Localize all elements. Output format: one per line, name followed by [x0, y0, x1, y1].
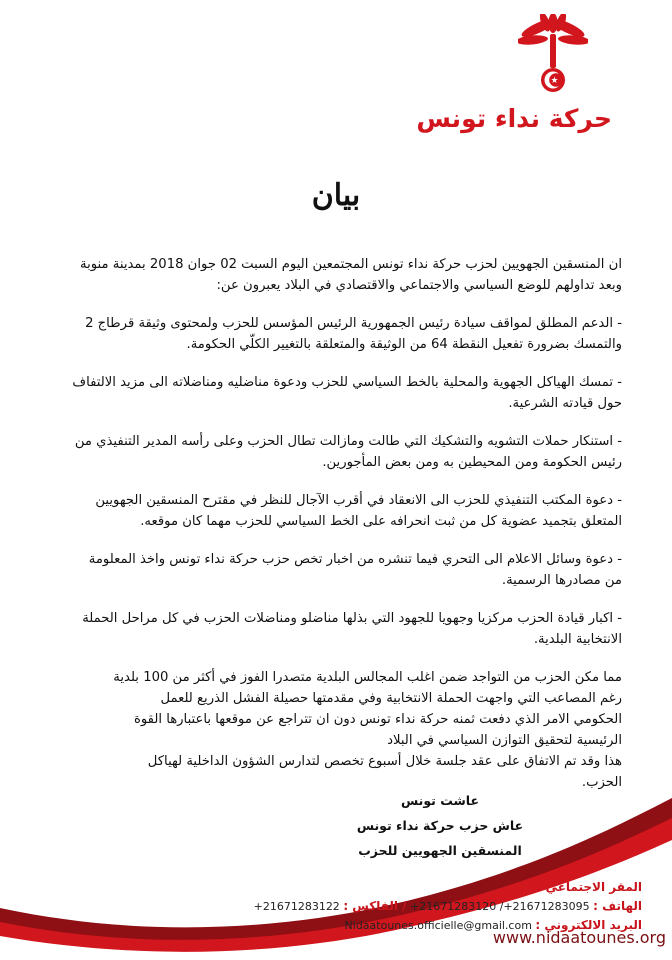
fax-label: / الفاكس : [343, 899, 407, 913]
statement-point: - الدعم المطلق لمواقف سيادة رئيس الجمهورية الرئيس المؤسس للحزب ولمحتوى وثيقة قرطاج 2 والتمسك بضرورة تفعيل النقطة 64 من الوثيقة والمتعلقة بالتغيير الكلّي الحكومة. [85, 316, 622, 352]
contact-info [142, 878, 642, 935]
closing-line: الرئيسية لتحقيق التوازن السياسي في البلاد [387, 733, 622, 748]
closing-line: الحزب. [581, 775, 622, 790]
email-link[interactable]: Nidaatounes.officielle@gmail.com [344, 919, 532, 932]
closing-line: الحكومي الامر الذي دفعت ثمنه حركة نداء تونس دون ان تتراجع عن موقعها باعتبارها القوة [133, 712, 622, 727]
party-logo [416, 14, 612, 133]
statement-point: - دعوة المكتب التنفيذي للحزب الى الانعقاد في أقرب الآجال للنظر في مقترح المنسقين الجهويين المتعلق بتجميد عضوية كل من ثبت انحرافه على الخط السياسي للحزب مهما كان موقعه. [95, 493, 622, 529]
signature-line: عاش حزب حركة نداء تونس [356, 818, 524, 833]
phone-label: الهاتف : [593, 899, 642, 913]
statement-body [70, 254, 622, 793]
statement-point: - استنكار حملات التشويه والتشكيك التي طالت ومازالت تطال الحزب وعلى رأسه المدير التنفيذي من رئيس الحكومة ومن المحيطين به ومن بعض المأجورين. [74, 434, 622, 470]
phone-value[interactable]: +21671283120 /+21671283095 [410, 900, 590, 913]
closing-line: مما مكن الحزب من التواجد ضمن اغلب المجالس البلدية متصدرا الفوز في أكثر من 100 بلدية [113, 670, 622, 685]
hq-row [142, 878, 642, 897]
party-logo-name: حركة نداء تونس [416, 104, 612, 133]
fax-value[interactable]: +21671283122 [253, 900, 340, 913]
document-title: بيان [311, 178, 361, 213]
statement-point: - تمسك الهياكل الجهوية والمحلية بالخط السياسي للحزب ودعوة مناضليه ومناضلاته الى مزيد الالتفاف حول قيادته الشرعية. [72, 375, 622, 411]
intro-paragraph: ان المنسقين الجهويين لحزب حركة نداء تونس المجتمعين اليوم السبت 02 جوان 2018 بمدينة منوبة وبعد تداولهم للوضع السياسي والاجتماعي والاقتصادي في البلاد يعبرون عن: [80, 257, 622, 293]
palm-tree-icon [518, 14, 588, 96]
closing-line: هذا وقد تم الاتفاق على عقد جلسة خلال أسبوع تخصص لتدارس الشؤون الداخلية لهياكل [147, 754, 622, 769]
statement-point: - اكبار قيادة الحزب مركزيا وجهويا للجهود التي بذلها مناضلو ومناضلات الحزب في كل مراحل الحملة الانتخابية البلدية. [82, 611, 622, 647]
closing-line: رغم المصاعب التي واجهت الحملة الانتخابية وفي مقدمتها حصيلة الفشل الذريع للعمل [160, 691, 622, 706]
website-link[interactable]: www.nidaatounes.org [492, 928, 666, 947]
statement-point: - دعوة وسائل الاعلام الى التحري فيما تنشره من اخبار تخص حزب حركة نداء تونس واخذ المعلومة من مصادرها الرسمية. [88, 552, 622, 588]
hq-label: المقر الاجتماعي : [536, 880, 642, 894]
phone-fax-row [142, 897, 642, 916]
email-label: البريد الالكتروني : [535, 918, 642, 932]
signature-line: عاشت تونس [400, 793, 479, 808]
signature-line: المنسقين الجهويين للحزب [358, 843, 522, 858]
